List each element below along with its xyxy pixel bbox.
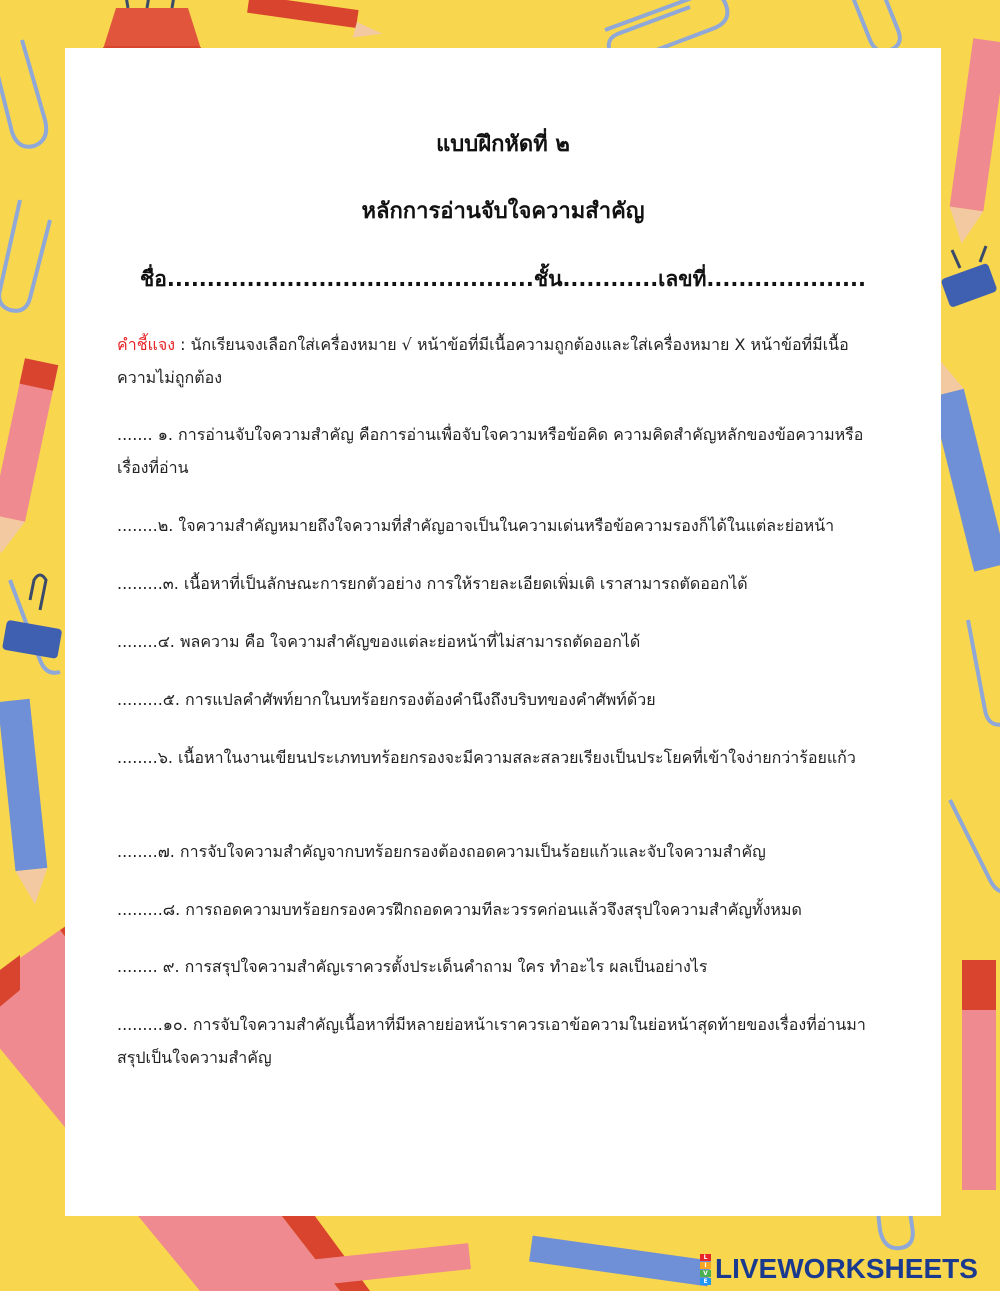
question-item: ........ ๙. การสรุปใจความสำคัญเราควรตั้งประเด็นคำถาม ใคร ทำอะไร ผลเป็นอย่างไร xyxy=(117,957,708,976)
liveworksheets-text: LIVEWORKSHEETS xyxy=(715,1253,978,1284)
question-item: .........๘. การถอดความบทร้อยกรองควรฝึกถอดความทีละวรรคก่อนแล้วจึงสรุปใจความสำคัญทั้งหมด xyxy=(117,900,802,919)
liveworksheets-mark-icon: L I V E xyxy=(700,1254,711,1285)
question-item: ........๒. ใจความสำคัญหมายถึงใจความที่สำคัญอาจเป็นในความเด่นหรือข้อความรองก็ได้ในแต่ละย่อหน้า xyxy=(117,516,835,535)
worksheet-subtitle: หลักการอ่านจับใจความสำคัญ xyxy=(361,199,645,224)
paperclip-icon xyxy=(0,40,60,673)
worksheet-paper xyxy=(65,48,941,1216)
binder-clip-icon xyxy=(940,246,997,308)
question-item: .........๕. การแปลคำศัพท์ยากในบทร้อยกรองต้องคำนึงถึงบริบทของคำศัพท์ด้วย xyxy=(117,690,656,709)
instructions xyxy=(117,328,887,394)
question-item: .........๓. เนื้อหาที่เป็นลักษณะการยกตัวอย่าง การให้รายละเอียดเพิ่มเติ เราสามารถตัดออกได้ xyxy=(117,574,748,593)
question-item: .........๑๐. การจับใจความสำคัญเนื้อหาที่มีหลายย่อหน้าเราควรเอาข้อความในย่อหน้าสุดท้ายของเรื่องที่อ่านมาสรุปเป็นใจความสำคัญ xyxy=(117,1015,866,1067)
question-item: ........๔. พลความ คือ ใจความสำคัญของแต่ละย่อหน้าที่ไม่สามารถตัดออกได้ xyxy=(117,632,641,651)
liveworksheets-logo[interactable] xyxy=(700,1252,978,1286)
instruction-text: : นักเรียนจงเลือกใส่เครื่องหมาย √ หน้าข้อที่มีเนื้อความถูกต้องและใส่เครื่องหมาย X หน้าข้อที่มีเนื้อความไม่ถูกต้อง xyxy=(117,335,849,387)
pencil-icon xyxy=(247,0,384,42)
question-item: ........๗. การจับใจความสำคัญจากบทร้อยกรองต้องถอดความเป็นร้อยแก้วและจับใจความสำคัญ xyxy=(117,842,766,861)
pencil-icon xyxy=(299,1236,711,1287)
question-item: ........๖. เนื้อหาในงานเขียนประเภทบทร้อยกรองจะมีความสละสลวยเรียงเป็นประโยคที่เข้าใจง่ายกว่าร้อยแก้ว xyxy=(117,748,856,767)
student-info-line: ชื่อ..............................................ชั้น............เลขที่.................... xyxy=(140,267,866,291)
question-item: ....... ๑. การอ่านจับใจความสำคัญ คือการอ่านเพื่อจับใจความหรือข้อคิด ความคิดสำคัญหลักของข้อความหรือเรื่องที่อ่าน xyxy=(117,425,864,477)
instruction-label: คำชี้แจง xyxy=(117,335,176,354)
worksheet-title: แบบฝึกหัดที่ ๒ xyxy=(436,132,570,157)
